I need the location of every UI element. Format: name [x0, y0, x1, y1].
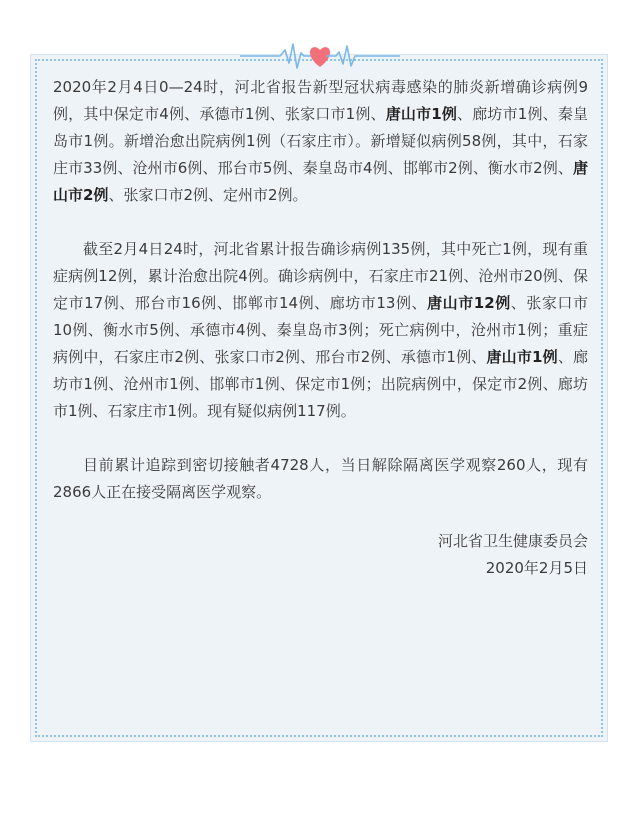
- highlight-tangshan: 唐山市12例: [427, 294, 511, 312]
- pulse-line-left: [240, 44, 314, 68]
- signature-date: 2020年2月5日: [485, 559, 588, 577]
- text-segment: 、廊坊市1例、沧州市1例、邯郸市1例、保定市1例；出院病例中，保定市2例、廊坊市1例、石家庄市1例。现有疑似病例117例。: [53, 348, 588, 420]
- highlight-tangshan: 唐山市2例: [53, 159, 588, 204]
- paragraph-close-contacts: 目前累计追踪到密切接触者4728人，当日解除隔离医学观察260人，现有2866人正在接受隔离医学观察。: [53, 456, 588, 501]
- pulse-line-right: [326, 46, 400, 66]
- paragraph-new-cases: [53, 74, 588, 209]
- heart-pulse-icon: [240, 40, 400, 72]
- text-segment: 、张家口市2例、定州市2例。: [108, 186, 308, 204]
- report-body: [53, 74, 588, 582]
- signature-org: 河北省卫生健康委员会: [437, 532, 588, 550]
- heart-shape: [310, 47, 330, 67]
- text-segment: 、廊坊市1例、秦皇岛市1例。新增治愈出院病例1例（石家庄市）。新增疑似病例58例，其中，石家庄市33例、沧州市6例、邢台市5例、秦皇岛市4例、邯郸市2例、衡水市2例、: [53, 105, 589, 177]
- text-segment: 、张家口市10例、衡水市5例、承德市4例、秦皇岛市3例；死亡病例中，沧州市1例；重症病例中，石家庄市2例、张家口市2例、邢台市2例、承德市1例、: [53, 294, 588, 366]
- highlight-tangshan: 唐山市1例: [486, 348, 558, 366]
- paragraph-cumulative: [53, 236, 588, 425]
- text-segment: 截至2月4日24时，河北省累计报告确诊病例135例，其中死亡1例，现有重症病例12例，累计治愈出院4例。确诊病例中，石家庄市21例、沧州市20例、保定市17例、邢台市16例、邯郸市14例、廊坊市13例、: [53, 240, 588, 312]
- highlight-tangshan: 唐山市1例: [385, 105, 458, 123]
- text-segment: 2020年2月4日0—24时，河北省报告新型冠状病毒感染的肺炎新增确诊病例9例，其中保定市4例、承德市1例、张家口市1例、: [53, 78, 588, 123]
